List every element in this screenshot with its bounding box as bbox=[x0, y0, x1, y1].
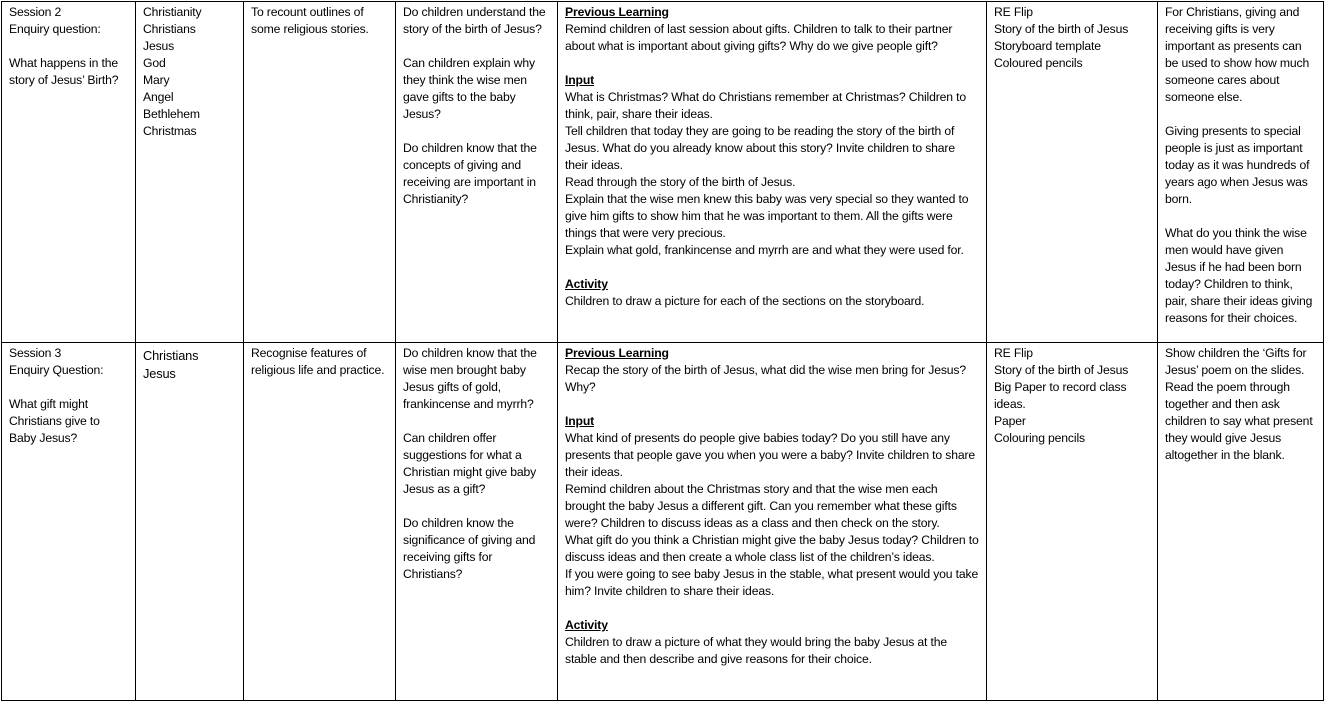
input-text: Remind children about the Christmas story and that the wise men each brought the baby Jesus a different gift. Can you remember what these gifts were? Children to discuss ideas as a class and then check on the story. bbox=[565, 482, 957, 530]
resource-item: Colouring pencils bbox=[994, 431, 1085, 445]
resource-item: Storyboard template bbox=[994, 39, 1101, 53]
assessment-question: Do children know the significance of giving and receiving gifts for Christians? bbox=[403, 516, 536, 581]
enquiry-question: What gift might Christians give to Baby Jesus? bbox=[9, 397, 100, 445]
enquiry-label: Enquiry Question: bbox=[9, 363, 104, 377]
input-heading: Input bbox=[565, 73, 595, 87]
input-text: Explain what gold, frankincense and myrrh are and what they were used for. bbox=[565, 243, 964, 257]
vocab-item: Jesus bbox=[143, 366, 176, 381]
assessment-question: Do children know that the concepts of giving and receiving are important in Christianity? bbox=[403, 141, 537, 206]
input-text: Tell children that today they are going to be reading the story of the birth of Jesus. What do you already know about this story? Invite children to share their ideas. bbox=[565, 124, 955, 172]
activity-text: Children to draw a picture for each of the sections on the storyboard. bbox=[565, 294, 925, 308]
enquiry-label: Enquiry question: bbox=[9, 22, 101, 36]
session-label: Session 2 bbox=[9, 5, 62, 19]
vocab-item: Jesus bbox=[143, 39, 175, 53]
note-text: What do you think the wise men would have given Jesus if he had been born today? Children to think, pair, share their ideas giving reasons for their choices. bbox=[1165, 226, 1313, 325]
note-text: Read the poem through together and then ask children to say what present they would give Jesus altogether in the blank. bbox=[1165, 380, 1313, 462]
input-text: What is Christmas? What do Christians remember at Christmas? Children to think, pair, share their ideas. bbox=[565, 90, 966, 121]
resource-item: Story of the birth of Jesus bbox=[994, 363, 1129, 377]
assessment-question: Can children explain why they think the wise men gave gifts to the baby Jesus? bbox=[403, 56, 535, 121]
activity-heading: Activity bbox=[565, 618, 608, 632]
previous-learning-text: Recap the story of the birth of Jesus, what did the wise men bring for Jesus? Why? bbox=[565, 363, 967, 394]
assessment-cell bbox=[396, 343, 558, 701]
assessment-cell bbox=[396, 2, 558, 343]
session-label: Session 3 bbox=[9, 346, 62, 360]
vocab-item: Christmas bbox=[143, 124, 197, 138]
resource-item: Paper bbox=[994, 414, 1026, 428]
enquiry-question: What happens in the story of Jesus’ Birth? bbox=[9, 56, 119, 87]
vocabulary-cell bbox=[136, 2, 244, 343]
notes-cell bbox=[1158, 343, 1324, 701]
previous-learning-text: Remind children of last session about gifts. Children to talk to their partner about what is important about giving gifts? Why do we give people gift? bbox=[565, 22, 953, 53]
note-text: Giving presents to special people is just as important today as it was hundreds of years ago when Jesus was born. bbox=[1165, 124, 1310, 206]
resources-cell bbox=[987, 343, 1158, 701]
input-text: What kind of presents do people give babies today? Do you still have any presents that people gave you when you were a baby? Invite children to share their ideas. bbox=[565, 431, 976, 479]
resource-item: Story of the birth of Jesus bbox=[994, 22, 1129, 36]
resource-item: Big Paper to record class ideas. bbox=[994, 380, 1127, 411]
input-text: Explain that the wise men knew this baby was very special so they wanted to give him gifts to show him that he was important to them. All the gifts were things that were very precious. bbox=[565, 192, 969, 240]
notes-cell bbox=[1158, 2, 1324, 343]
note-text: For Christians, giving and receiving gifts is very important as presents can be used to show how much someone cares about someone else. bbox=[1165, 5, 1310, 104]
previous-learning-heading: Previous Learning bbox=[565, 346, 669, 360]
resource-item: RE Flip bbox=[994, 5, 1033, 19]
assessment-question: Do children know that the wise men brought baby Jesus gifts of gold, frankincense and myrrh? bbox=[403, 346, 537, 411]
activities-cell bbox=[558, 2, 987, 343]
vocab-item: Bethlehem bbox=[143, 107, 200, 121]
session-cell bbox=[2, 343, 136, 701]
session-row bbox=[2, 2, 1324, 343]
objective-cell bbox=[244, 343, 396, 701]
vocabulary-cell bbox=[136, 343, 244, 701]
vocab-item: Christianity bbox=[143, 5, 202, 19]
vocab-item: God bbox=[143, 56, 166, 70]
input-heading: Input bbox=[565, 414, 595, 428]
session-row bbox=[2, 343, 1324, 701]
input-text: What gift do you think a Christian might give the baby Jesus today? Children to discuss ideas and then create a whole class list of the children’s ideas. bbox=[565, 533, 979, 564]
vocab-item: Angel bbox=[143, 90, 174, 104]
resources-cell bbox=[987, 2, 1158, 343]
input-text: Read through the story of the birth of Jesus. bbox=[565, 175, 796, 189]
previous-learning-heading: Previous Learning bbox=[565, 5, 669, 19]
assessment-question: Do children understand the story of the birth of Jesus? bbox=[403, 5, 546, 36]
lesson-plan-table bbox=[1, 1, 1324, 701]
input-text: If you were going to see baby Jesus in the stable, what present would you take him? Invite children to share their ideas. bbox=[565, 567, 979, 598]
activity-heading: Activity bbox=[565, 277, 608, 291]
vocab-item: Mary bbox=[143, 73, 170, 87]
vocab-item: Christians bbox=[143, 22, 196, 36]
activities-cell bbox=[558, 343, 987, 701]
objective-text: To recount outlines of some religious stories. bbox=[251, 5, 369, 36]
vocab-item: Christians bbox=[143, 348, 199, 363]
activity-text: Children to draw a picture of what they would bring the baby Jesus at the stable and then describe and give reasons for their choice. bbox=[565, 635, 947, 666]
note-text: Show children the ‘Gifts for Jesus’ poem on the slides. bbox=[1165, 346, 1307, 377]
resource-item: RE Flip bbox=[994, 346, 1033, 360]
resource-item: Coloured pencils bbox=[994, 56, 1083, 70]
assessment-question: Can children offer suggestions for what a Christian might give baby Jesus as a gift? bbox=[403, 431, 537, 496]
objective-cell bbox=[244, 2, 396, 343]
session-cell bbox=[2, 2, 136, 343]
objective-text: Recognise features of religious life and practice. bbox=[251, 346, 385, 377]
